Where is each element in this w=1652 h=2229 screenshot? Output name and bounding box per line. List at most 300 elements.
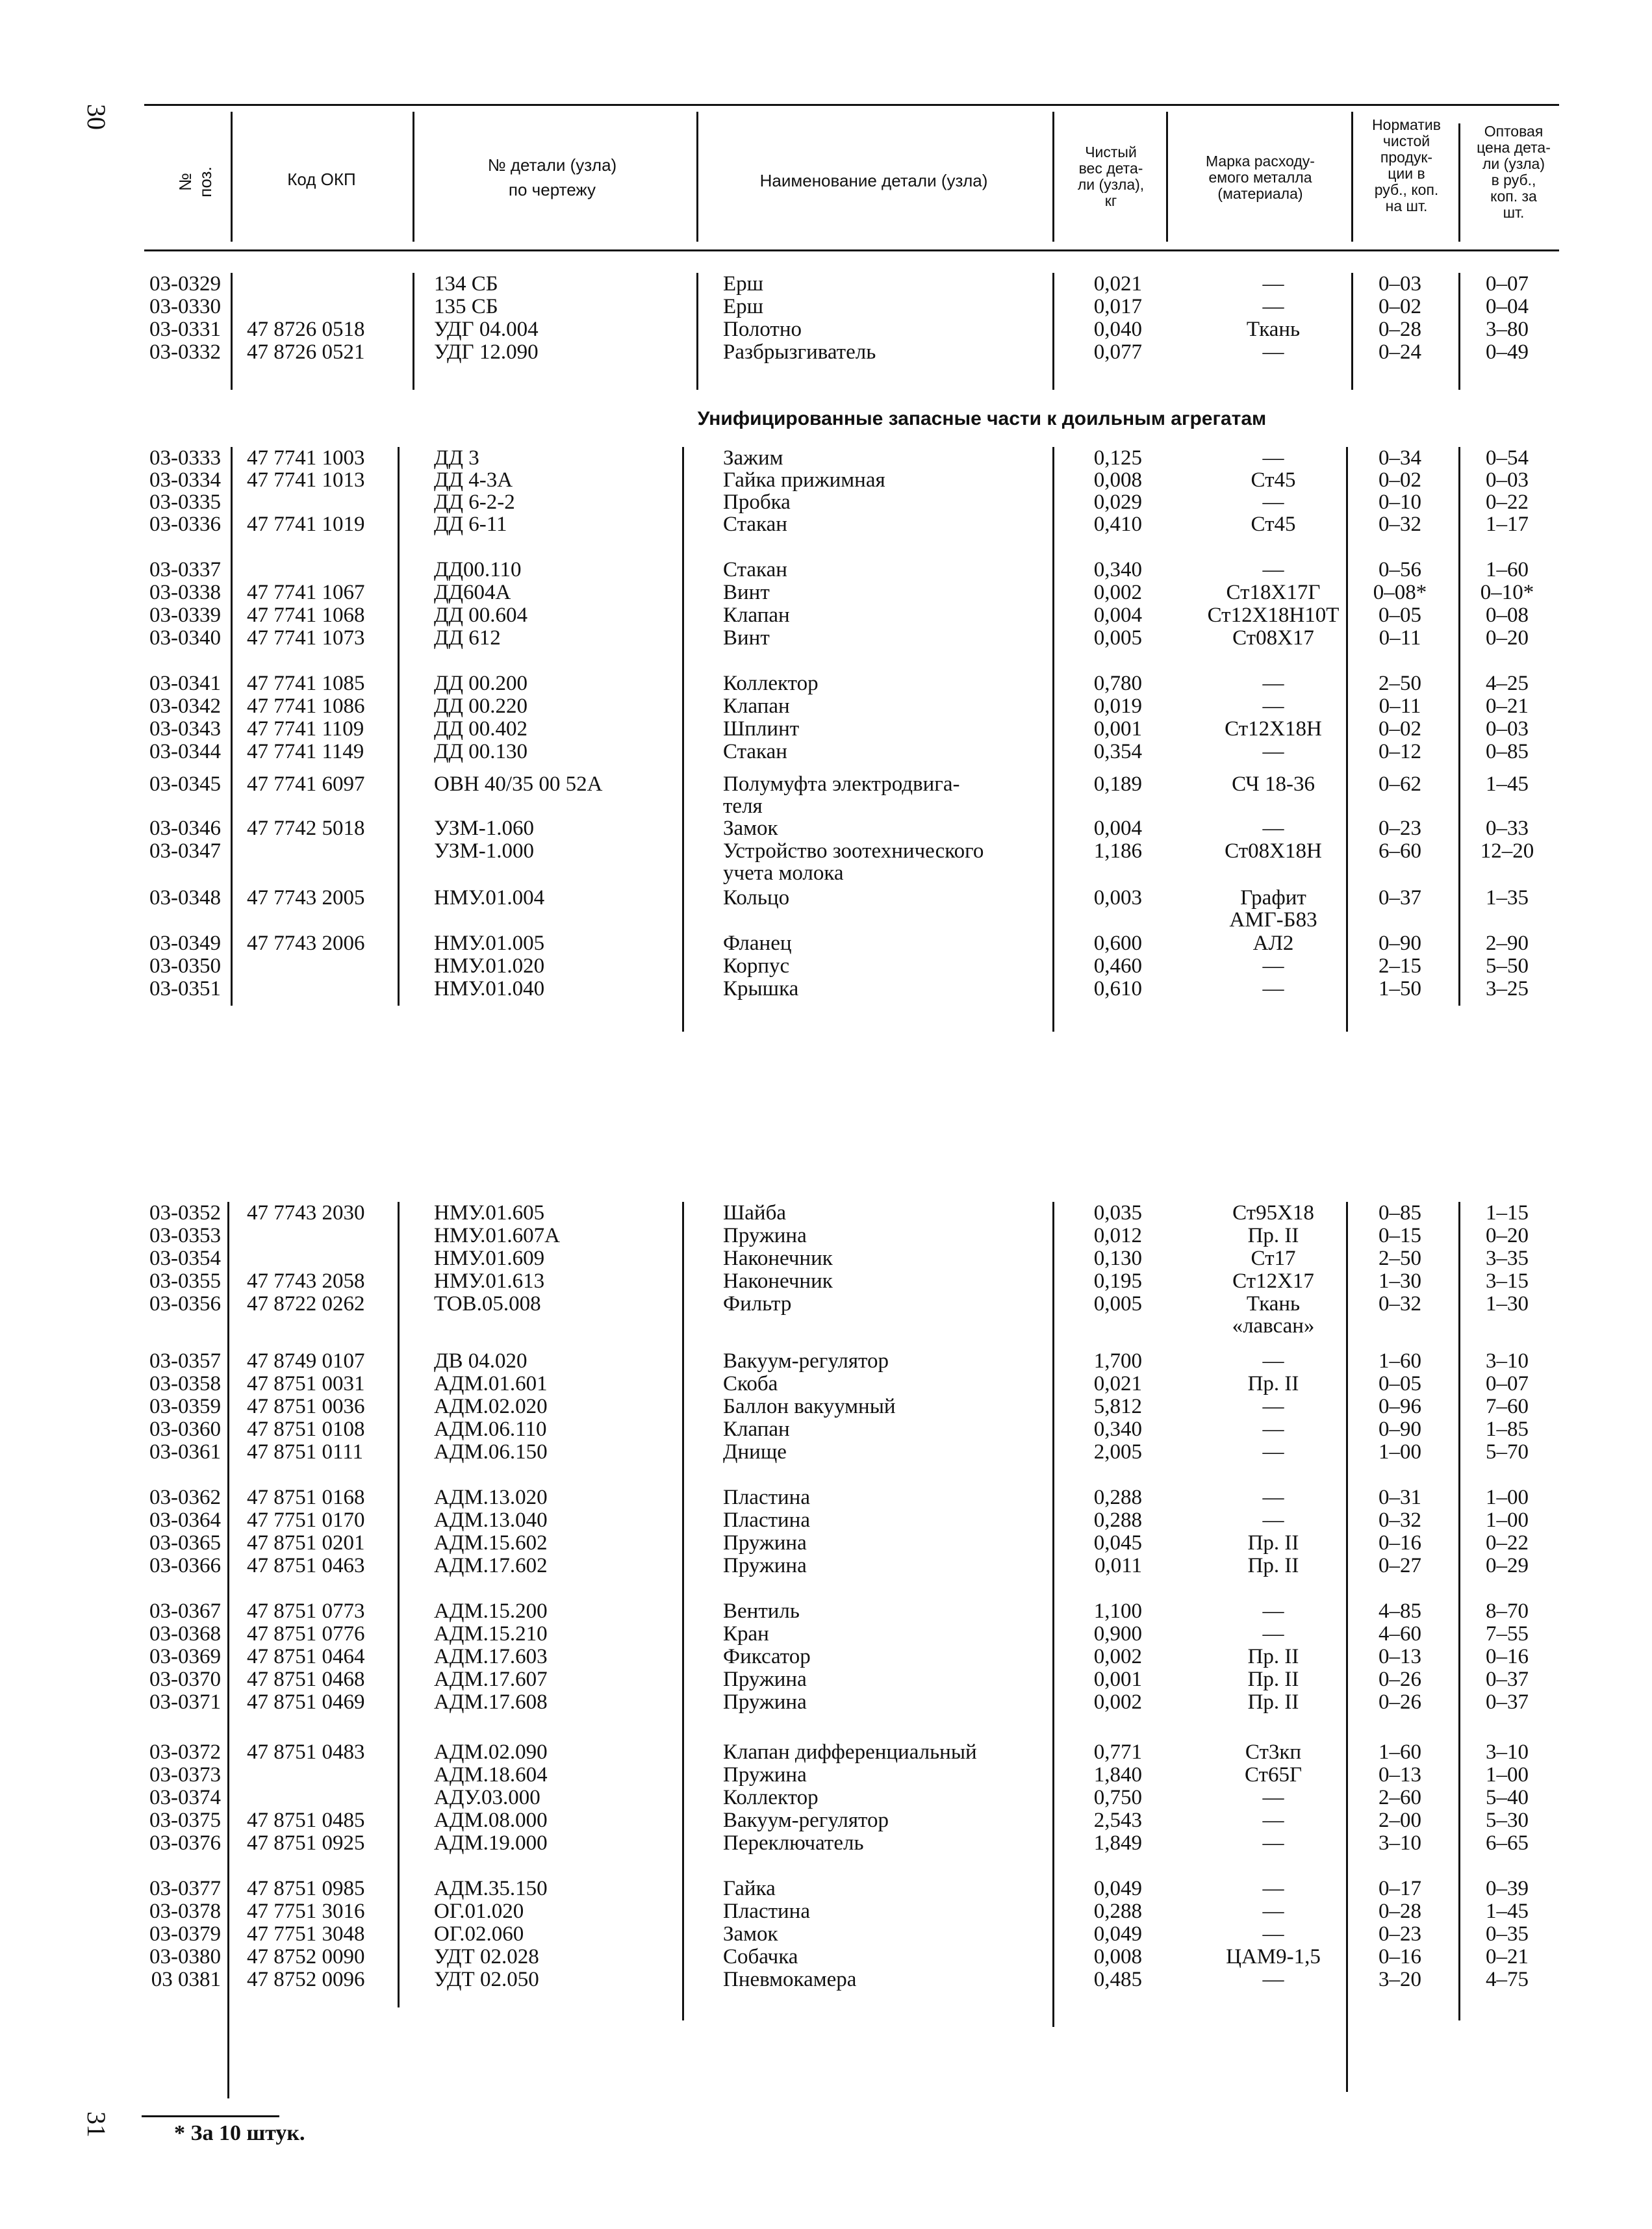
cell-name: Клапан дифференциальный xyxy=(723,1740,977,1764)
cell-name: Фильтр xyxy=(723,1292,792,1316)
cell-norm: 0–24 xyxy=(1379,340,1421,364)
cell-norm: 0–23 xyxy=(1379,817,1421,840)
cell-norm: 0–10 xyxy=(1379,490,1421,514)
table-row xyxy=(0,1787,1652,1809)
col-sep xyxy=(1052,112,1054,242)
cell-wt: 5,812 xyxy=(1093,1395,1142,1418)
cell-name: Скоба xyxy=(723,1372,778,1395)
cell-norm: 0–03 xyxy=(1379,272,1421,296)
cell-norm: 6–60 xyxy=(1379,839,1421,863)
cell-name: Коллектор xyxy=(723,1786,819,1809)
table-row xyxy=(0,741,1652,763)
cell-norm: 1–00 xyxy=(1379,1440,1421,1464)
cell-price: 5–50 xyxy=(1486,954,1529,978)
cell-det: ДД 00.130 xyxy=(434,740,528,763)
cell-det: ДД00.110 xyxy=(434,558,522,581)
cell-det: АДМ.08.000 xyxy=(434,1809,548,1832)
header-norm: Норматив чистой продук- ции в руб., коп. на шт. xyxy=(1372,116,1441,214)
cell-pos: 03-0368 xyxy=(149,1622,221,1646)
cell-wt: 0,001 xyxy=(1093,717,1142,741)
cell-okp: 47 8751 0031 xyxy=(247,1372,365,1395)
cell-price: 1–00 xyxy=(1486,1509,1529,1532)
cell-wt: 0,002 xyxy=(1093,581,1142,604)
cell-price: 4–25 xyxy=(1486,672,1529,695)
table-row xyxy=(0,559,1652,581)
table-row xyxy=(0,718,1652,740)
cell-mat: Графит xyxy=(1240,886,1306,910)
cell-price: 0–85 xyxy=(1486,740,1529,763)
cell-name: Клапан xyxy=(723,1418,790,1441)
cell-mat: Пр. II xyxy=(1247,1554,1299,1577)
cell-wt: 0,049 xyxy=(1093,1877,1142,1900)
cell-price: 0–03 xyxy=(1486,717,1529,741)
cell-mat: Пр. II xyxy=(1247,1224,1299,1247)
cell-wt: 1,186 xyxy=(1093,839,1142,863)
cell-det: НМУ.01.040 xyxy=(434,977,545,1000)
table-row xyxy=(0,1509,1652,1531)
cell-norm: 0–90 xyxy=(1379,932,1421,955)
cell-okp: 47 7741 1003 xyxy=(247,446,365,470)
cell-price: 12–20 xyxy=(1480,839,1534,863)
cell-det: АДМ.13.020 xyxy=(434,1486,548,1509)
cell-price: 1–17 xyxy=(1486,513,1529,536)
cell-wt: 0,005 xyxy=(1093,1292,1142,1316)
header-name: Наименование детали (узла) xyxy=(759,171,988,190)
cell-name: Устройство зоотехнического xyxy=(723,839,984,863)
cell-det: НМУ.01.005 xyxy=(434,932,545,955)
cell-name: Гайка прижимная xyxy=(723,468,885,492)
cell-det: АДМ.06.150 xyxy=(434,1440,548,1464)
header-top-rule xyxy=(144,104,1559,106)
cell-norm: 0–32 xyxy=(1379,1509,1421,1532)
cell-det: ДД 00.604 xyxy=(434,604,528,627)
cell-mat: Ткань xyxy=(1246,318,1301,341)
cell-name: Днище xyxy=(723,1440,787,1464)
cell-det: 135 СБ xyxy=(434,295,498,318)
cell-det: НМУ.01.605 xyxy=(434,1201,545,1225)
cell-name: Кран xyxy=(723,1622,769,1646)
cell-mat: АЛ2 xyxy=(1252,932,1294,955)
table-row xyxy=(0,447,1652,469)
cell-pos: 03-0333 xyxy=(149,446,221,470)
cell-pos: 03-0332 xyxy=(149,340,221,364)
cell-mat: — xyxy=(1262,1349,1284,1373)
table-row xyxy=(0,695,1652,717)
cell-det: УДТ 02.050 xyxy=(434,1968,539,1991)
cell-mat: — xyxy=(1262,1809,1284,1832)
cell-name: Собачка xyxy=(723,1945,798,1968)
header-okp: Код ОКП xyxy=(287,170,356,189)
cell-price: 0–21 xyxy=(1486,1945,1529,1968)
cell-norm: 3–20 xyxy=(1379,1968,1421,1991)
cell-price: 3–25 xyxy=(1486,977,1529,1000)
cell-price: 3–10 xyxy=(1486,1349,1529,1373)
cell-mat: — xyxy=(1262,672,1284,695)
cell-mat: — xyxy=(1262,977,1284,1000)
cell-price: 0–39 xyxy=(1486,1877,1529,1900)
cell-name: Пробка xyxy=(723,490,791,514)
cell-price: 5–70 xyxy=(1486,1440,1529,1464)
table-row xyxy=(0,1202,1652,1224)
table-row xyxy=(0,1600,1652,1622)
cell-name: Ерш xyxy=(723,295,764,318)
cell-wt: 0,340 xyxy=(1093,1418,1142,1441)
cell-norm: 0–11 xyxy=(1379,626,1421,650)
cell-wt: 0,040 xyxy=(1093,318,1142,341)
section-title-text: Унифицированные запасные части к доильным агрегатам xyxy=(697,408,1267,429)
cell-det: НМУ.01.613 xyxy=(434,1269,545,1293)
cell-name: Наконечник xyxy=(723,1269,833,1293)
cell-mat: — xyxy=(1262,1622,1284,1646)
cell-pos: 03-0348 xyxy=(149,886,221,910)
cell-wt: 0,004 xyxy=(1093,817,1142,840)
cell-norm: 2–50 xyxy=(1379,672,1421,695)
table-row xyxy=(0,978,1652,1000)
cell-price: 3–10 xyxy=(1486,1740,1529,1764)
cell-wt: 0,771 xyxy=(1093,1740,1142,1764)
cell-det: ТОВ.05.008 xyxy=(434,1292,541,1316)
cell-norm: 0–15 xyxy=(1379,1224,1421,1247)
section-title xyxy=(0,408,1652,430)
cell-norm: 0–02 xyxy=(1379,717,1421,741)
table-row xyxy=(0,1373,1652,1395)
cell-norm: 0–32 xyxy=(1379,1292,1421,1316)
cell-mat: Ст17 xyxy=(1251,1247,1296,1270)
cell-norm: 2–50 xyxy=(1379,1247,1421,1270)
cell-det: ДД 3 xyxy=(434,446,479,470)
cell-name: Клапан xyxy=(723,694,790,718)
cell-mat: — xyxy=(1262,954,1284,978)
cell-mat: — xyxy=(1262,272,1284,296)
cell-name: Вакуум-регулятор xyxy=(723,1349,889,1373)
cell-det: ДД 4-3А xyxy=(434,468,513,492)
cell-name: Шплинт xyxy=(723,717,800,741)
table-row xyxy=(0,1668,1652,1690)
cell-wt: 0,012 xyxy=(1093,1224,1142,1247)
cell-mat: — xyxy=(1262,1831,1284,1855)
cell-wt: 0,049 xyxy=(1093,1922,1142,1946)
cell-mat: Ст12Х18Н10Т xyxy=(1207,604,1340,627)
header-bottom-rule xyxy=(144,249,1559,251)
cell-pos: 03-0366 xyxy=(149,1554,221,1577)
cell-mat: СЧ 18-36 xyxy=(1232,772,1315,796)
table-row xyxy=(0,1741,1652,1763)
cell-mat: Пр. II xyxy=(1247,1372,1299,1395)
cell-okp: 47 8751 0464 xyxy=(247,1645,365,1668)
cell-name: Фиксатор xyxy=(723,1645,811,1668)
cell-mat: Ткань xyxy=(1246,1292,1301,1316)
cell-okp: 47 8751 0485 xyxy=(247,1809,365,1832)
cell-name: Пружина xyxy=(723,1531,807,1555)
cell-det: ДВ 04.020 xyxy=(434,1349,527,1373)
cell-wt: 0,035 xyxy=(1093,1201,1142,1225)
cell-pos: 03 0381 xyxy=(151,1968,221,1991)
cell-wt: 0,005 xyxy=(1093,626,1142,650)
cell-name-cont: учета молока xyxy=(723,861,844,885)
cell-mat: — xyxy=(1262,490,1284,514)
cell-okp: 47 7742 5018 xyxy=(247,817,365,840)
cell-okp: 47 8751 0168 xyxy=(247,1486,365,1509)
table-row xyxy=(0,1832,1652,1854)
table-row xyxy=(0,1418,1652,1440)
cell-price: 0–54 xyxy=(1486,446,1529,470)
cell-name: Стакан xyxy=(723,740,787,763)
cell-pos: 03-0375 xyxy=(149,1809,221,1832)
cell-det: АДМ.15.210 xyxy=(434,1622,548,1646)
cell-mat: Пр. II xyxy=(1247,1668,1299,1691)
cell-name: Винт xyxy=(723,626,770,650)
cell-mat: — xyxy=(1262,817,1284,840)
cell-pos: 03-0377 xyxy=(149,1877,221,1900)
cell-det: ДД 00.200 xyxy=(434,672,528,695)
cell-det: 134 СБ xyxy=(434,272,498,296)
cell-pos: 03-0359 xyxy=(149,1395,221,1418)
cell-okp: 47 7741 1019 xyxy=(247,513,365,536)
cell-wt: 1,840 xyxy=(1093,1763,1142,1787)
cell-det: НМУ.01.609 xyxy=(434,1247,545,1270)
cell-det: НМУ.01.607А xyxy=(434,1224,560,1247)
cell-name: Клапан xyxy=(723,604,790,627)
cell-det: ОГ.02.060 xyxy=(434,1922,524,1946)
cell-okp: 47 8752 0096 xyxy=(247,1968,365,1991)
col-sep xyxy=(231,112,233,242)
table-row xyxy=(0,1247,1652,1269)
cell-det: ДД604А xyxy=(434,581,511,604)
cell-det: УДГ 04.004 xyxy=(434,318,539,341)
cell-det: АДМ.15.602 xyxy=(434,1531,548,1555)
cell-name: Наконечник xyxy=(723,1247,833,1270)
cell-price: 8–70 xyxy=(1486,1599,1529,1623)
cell-norm: 0–26 xyxy=(1379,1668,1421,1691)
cell-name: Переключатель xyxy=(723,1831,864,1855)
cell-norm: 2–00 xyxy=(1379,1809,1421,1832)
cell-price: 1–35 xyxy=(1486,886,1529,910)
cell-mat: — xyxy=(1262,446,1284,470)
cell-name: Вакуум-регулятор xyxy=(723,1809,889,1832)
cell-pos: 03-0329 xyxy=(149,272,221,296)
cell-pos: 03-0343 xyxy=(149,717,221,741)
cell-price: 0–29 xyxy=(1486,1554,1529,1577)
cell-price: 6–65 xyxy=(1486,1831,1529,1855)
cell-wt: 0,001 xyxy=(1093,1668,1142,1691)
table-row xyxy=(0,296,1652,318)
cell-det: АДМ.17.608 xyxy=(434,1690,548,1714)
cell-price: 0–07 xyxy=(1486,1372,1529,1395)
cell-name: Шайба xyxy=(723,1201,787,1225)
cell-okp: 47 7741 1109 xyxy=(247,717,364,741)
cell-norm: 0–34 xyxy=(1379,446,1421,470)
cell-name: Кольцо xyxy=(723,886,790,910)
cell-okp: 47 7743 2005 xyxy=(247,886,365,910)
cell-wt: 0,021 xyxy=(1093,1372,1142,1395)
cell-okp: 47 7741 1149 xyxy=(247,740,364,763)
cell-wt: 0,288 xyxy=(1093,1509,1142,1532)
cell-pos: 03-0339 xyxy=(149,604,221,627)
page-number-bottom: 31 xyxy=(82,2111,111,2137)
cell-mat: Ст12Х18Н xyxy=(1225,717,1322,741)
cell-norm: 0–16 xyxy=(1379,1531,1421,1555)
cell-pos: 03-0362 xyxy=(149,1486,221,1509)
cell-norm: 1–30 xyxy=(1379,1269,1421,1293)
cell-price: 0–22 xyxy=(1486,490,1529,514)
cell-price: 0–20 xyxy=(1486,626,1529,650)
cell-det: ДД 612 xyxy=(434,626,501,650)
cell-okp: 47 8751 0201 xyxy=(247,1531,365,1555)
cell-det: УЗМ-1.060 xyxy=(434,817,535,840)
cell-wt: 0,780 xyxy=(1093,672,1142,695)
cell-pos: 03-0340 xyxy=(149,626,221,650)
cell-name: Пружина xyxy=(723,1224,807,1247)
col-sep xyxy=(413,112,414,242)
cell-mat-cont: «лавсан» xyxy=(1232,1314,1315,1338)
cell-norm: 3–10 xyxy=(1379,1831,1421,1855)
cell-mat: — xyxy=(1262,1440,1284,1464)
cell-name: Винт xyxy=(723,581,770,604)
cell-pos: 03-0355 xyxy=(149,1269,221,1293)
table-row xyxy=(0,1809,1652,1831)
cell-pos: 03-0338 xyxy=(149,581,221,604)
cell-mat: Ст08Х18Н xyxy=(1225,839,1322,863)
cell-price: 0–21 xyxy=(1486,694,1529,718)
cell-pos: 03-0372 xyxy=(149,1740,221,1764)
table-row xyxy=(0,1946,1652,1968)
cell-norm: 0–90 xyxy=(1379,1418,1421,1441)
cell-name: Фланец xyxy=(723,932,792,955)
cell-mat: — xyxy=(1262,1418,1284,1441)
cell-det: АДМ.35.150 xyxy=(434,1877,548,1900)
table-row xyxy=(0,772,1652,818)
cell-price: 1–45 xyxy=(1486,772,1529,796)
cell-price: 1–30 xyxy=(1486,1292,1529,1316)
cell-okp: 47 8751 0776 xyxy=(247,1622,365,1646)
header-price: Оптовая цена дета- ли (узла) в руб., коп. за шт. xyxy=(1477,123,1551,221)
table-row xyxy=(0,341,1652,363)
cell-name: Зажим xyxy=(723,446,783,470)
cell-mat: — xyxy=(1262,1509,1284,1532)
cell-price: 0–22 xyxy=(1486,1531,1529,1555)
cell-norm: 0–05 xyxy=(1379,604,1421,627)
cell-pos: 03-0356 xyxy=(149,1292,221,1316)
table-row xyxy=(0,1900,1652,1922)
col-sep xyxy=(1458,123,1460,242)
table-row xyxy=(0,491,1652,513)
cell-norm: 2–15 xyxy=(1379,954,1421,978)
cell-det: АДМ.17.602 xyxy=(434,1554,548,1577)
cell-okp: 47 8751 0483 xyxy=(247,1740,365,1764)
cell-wt: 0,189 xyxy=(1093,772,1142,796)
cell-wt: 0,077 xyxy=(1093,340,1142,364)
cell-pos: 03-0367 xyxy=(149,1599,221,1623)
cell-norm: 0–08* xyxy=(1373,581,1427,604)
cell-name: Корпус xyxy=(723,954,790,978)
cell-okp: 47 8726 0521 xyxy=(247,340,365,364)
cell-wt: 0,004 xyxy=(1093,604,1142,627)
cell-wt: 0,011 xyxy=(1094,1554,1142,1577)
cell-okp: 47 7751 3048 xyxy=(247,1922,365,1946)
cell-pos: 03-0354 xyxy=(149,1247,221,1270)
cell-wt: 1,700 xyxy=(1093,1349,1142,1373)
cell-mat: Ст12Х17 xyxy=(1232,1269,1314,1293)
cell-name: Полотно xyxy=(723,318,802,341)
table-row xyxy=(0,1225,1652,1247)
table-row xyxy=(0,318,1652,340)
header-detail-line2: по чертежу xyxy=(508,180,596,199)
table-row xyxy=(0,1395,1652,1418)
cell-wt: 0,003 xyxy=(1093,886,1142,910)
cell-pos: 03-0371 xyxy=(149,1690,221,1714)
cell-pos: 03-0357 xyxy=(149,1349,221,1373)
cell-price: 1–85 xyxy=(1486,1418,1529,1441)
table-row xyxy=(0,1923,1652,1945)
cell-wt: 0,340 xyxy=(1093,558,1142,581)
cell-norm: 0–28 xyxy=(1379,318,1421,341)
cell-pos: 03-0336 xyxy=(149,513,221,536)
cell-name: Замок xyxy=(723,1922,778,1946)
cell-pos: 03-0334 xyxy=(149,468,221,492)
cell-wt: 0,130 xyxy=(1093,1247,1142,1270)
cell-wt: 0,288 xyxy=(1093,1486,1142,1509)
cell-okp: 47 8751 0468 xyxy=(247,1668,365,1691)
cell-okp: 47 8751 0111 xyxy=(247,1440,364,1464)
cell-pos: 03-0341 xyxy=(149,672,221,695)
cell-norm: 0–27 xyxy=(1379,1554,1421,1577)
cell-wt: 0,610 xyxy=(1093,977,1142,1000)
cell-okp: 47 7743 2006 xyxy=(247,932,365,955)
cell-wt: 0,008 xyxy=(1093,468,1142,492)
table-row xyxy=(0,604,1652,626)
table-row xyxy=(0,513,1652,535)
cell-norm: 4–85 xyxy=(1379,1599,1421,1623)
cell-wt: 0,002 xyxy=(1093,1645,1142,1668)
cell-norm: 0–16 xyxy=(1379,1945,1421,1968)
cell-price: 1–15 xyxy=(1486,1201,1529,1225)
cell-price: 0–33 xyxy=(1486,817,1529,840)
cell-mat: Ст08Х17 xyxy=(1232,626,1314,650)
cell-name: Разбрызгиватель xyxy=(723,340,876,364)
cell-det: УЗМ-1.000 xyxy=(434,839,535,863)
table-row xyxy=(0,886,1652,932)
cell-name: Пневмокамера xyxy=(723,1968,857,1991)
cell-name: Пластина xyxy=(723,1509,810,1532)
cell-okp: 47 7741 1067 xyxy=(247,581,365,604)
cell-pos: 03-0347 xyxy=(149,839,221,863)
cell-name: Замок xyxy=(723,817,778,840)
cell-okp: 47 8749 0107 xyxy=(247,1349,365,1373)
table-row xyxy=(0,932,1652,954)
cell-wt: 0,600 xyxy=(1093,932,1142,955)
table-row xyxy=(0,1878,1652,1900)
cell-wt: 0,045 xyxy=(1093,1531,1142,1555)
cell-wt: 2,005 xyxy=(1093,1440,1142,1464)
cell-price: 0–04 xyxy=(1486,295,1529,318)
table-row xyxy=(0,1532,1652,1554)
cell-price: 0–20 xyxy=(1486,1224,1529,1247)
cell-norm: 0–23 xyxy=(1379,1922,1421,1946)
cell-name: Баллон вакуумный xyxy=(723,1395,896,1418)
table-row xyxy=(0,581,1652,604)
cell-pos: 03-0373 xyxy=(149,1763,221,1787)
cell-okp: 47 7741 1073 xyxy=(247,626,365,650)
cell-pos: 03-0353 xyxy=(149,1224,221,1247)
cell-norm: 0–12 xyxy=(1379,740,1421,763)
table-row xyxy=(0,1623,1652,1645)
cell-mat: — xyxy=(1262,1486,1284,1509)
cell-okp: 47 8751 0108 xyxy=(247,1418,365,1441)
cell-price: 3–15 xyxy=(1486,1269,1529,1293)
cell-det: ДД 00.220 xyxy=(434,694,528,718)
cell-price: 0–08 xyxy=(1486,604,1529,627)
cell-norm: 0–11 xyxy=(1379,694,1421,718)
